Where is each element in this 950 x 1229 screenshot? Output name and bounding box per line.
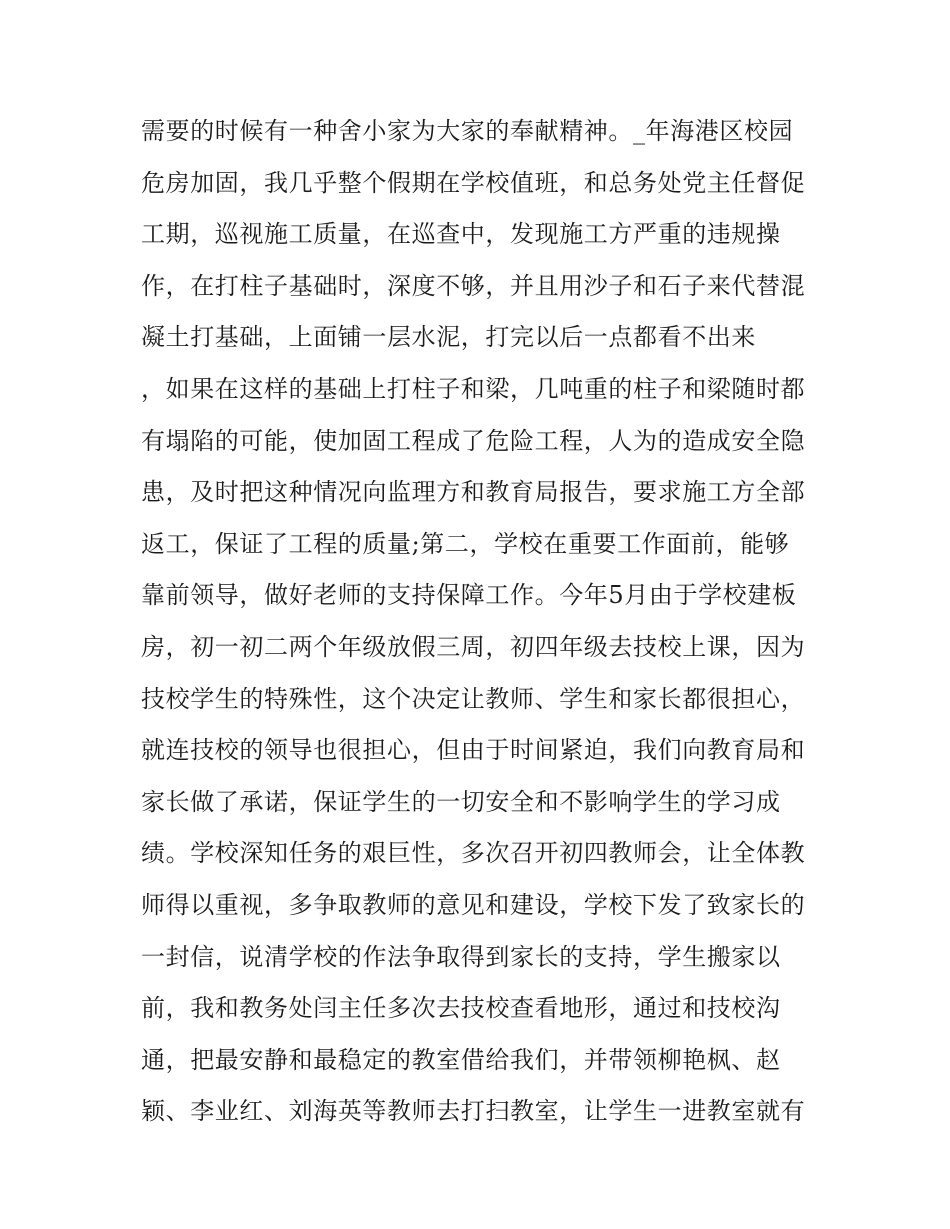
text-line: 需要的时候有一种舍小家为大家的奉献精神。_年海港区校园	[141, 117, 794, 145]
text-line: 颖、李业红、刘海英等教师去打扫教室，让学生一进教室就有	[141, 1097, 806, 1126]
text-line: 有塌陷的可能，使加固工程成了危险工程，人为的造成安全隐	[141, 426, 806, 455]
text-line: 前，我和教务处闫主任多次去技校查看地形，通过和技校沟	[141, 994, 781, 1023]
text-line: 房，初一初二两个年级放假三周，初四年级去技校上课，因为	[141, 632, 806, 661]
text-line: 凝土打基础，上面铺一层水泥，打完以后一点都看不出来	[141, 323, 756, 352]
text-line: 作，在打柱子基础时，深度不够，并且用沙子和石子来代替混	[141, 271, 806, 300]
text-line: ，如果在这样的基础上打柱子和梁，几吨重的柱子和梁随时都	[141, 374, 806, 403]
text-line: 就连技校的领导也很担心，但由于时间紧迫，我们向教育局和	[141, 736, 806, 765]
text-line: 患，及时把这种情况向监理方和教育局报告，要求施工方全部	[141, 478, 806, 507]
text-line: 危房加固，我几乎整个假期在学校值班，和总务处党主任督促	[141, 168, 806, 197]
text-line: 家长做了承诺，保证学生的一切安全和不影响学生的学习成	[141, 787, 781, 816]
text-line: 技校学生的特殊性，这个决定让教师、学生和家长都很担心，	[141, 684, 806, 713]
body-text	[141, 106, 831, 1138]
text-line: 靠前领导，做好老师的支持保障工作。今年5月由于学校建板	[141, 581, 797, 610]
text-line: 师得以重视，多争取教师的意见和建设，学校下发了致家长的	[141, 890, 806, 919]
text-line: 通，把最安静和最稳定的教室借给我们，并带领柳艳枫、赵	[141, 1045, 781, 1074]
text-line: 工期，巡视施工质量，在巡查中，发现施工方严重的违规操	[141, 220, 781, 249]
text-line: 返工，保证了工程的质量;第二，学校在重要工作面前，能够	[141, 529, 790, 558]
text-line: 一封信，说清学校的作法争取得到家长的支持，学生搬家以	[141, 942, 781, 971]
text-line: 绩。学校深知任务的艰巨性，多次召开初四教师会，让全体教	[141, 839, 806, 868]
